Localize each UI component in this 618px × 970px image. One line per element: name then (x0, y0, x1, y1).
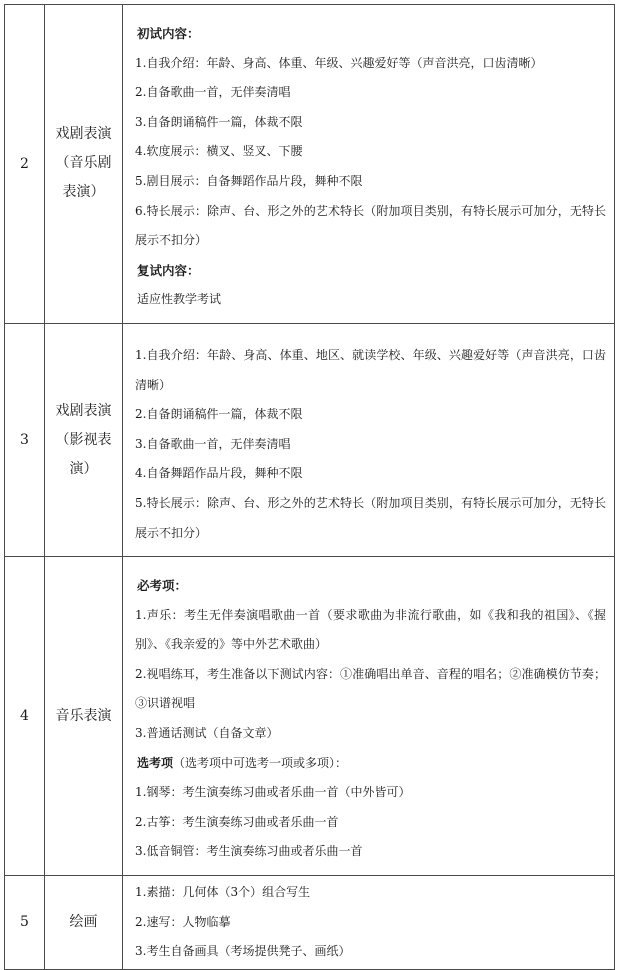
major-name-line: （影视表 (55, 431, 112, 448)
exam-content (123, 5, 615, 324)
list-item: 2.视唱练耳，考生准备以下测试内容：①准确唱出单音、音程的唱名；②准确模仿节奏；③识谱视唱 (135, 666, 606, 711)
table-row (5, 5, 615, 324)
section-heading-note: （选考项中可选考一项或多项）： (173, 755, 348, 770)
section-heading: 必考项： (137, 578, 188, 594)
list-item: 3.考生自备画具（考场提供凳子、画纸） (135, 944, 351, 959)
list-item: 2.自备朗诵稿件一篇，体裁不限 (135, 407, 303, 422)
list-item: 3.普通话测试（自备文章） (135, 726, 279, 741)
major-name-line: 音乐表演 (55, 707, 112, 724)
list-item: 3.自备朗诵稿件一篇，体裁不限 (135, 114, 303, 129)
exam-table (4, 4, 615, 970)
list-item: 5.特长展示：除声、台、形之外的艺术特长（附加项目类别，有特长展示可加分，无特长展示不扣分） (135, 495, 606, 540)
major-name (45, 557, 123, 876)
section-heading (129, 749, 606, 779)
table-row (5, 323, 615, 556)
major-name-line: 表演） (62, 184, 105, 201)
list-item: 1.自我介绍：年龄、身高、体重、地区、就读学校、年级、兴趣爱好等（声音洪亮，口齿清晰） (135, 347, 606, 392)
list-item: 3.自备歌曲一首，无伴奏清唱 (135, 436, 291, 451)
major-name-line: 绘画 (69, 913, 98, 930)
exam-content (123, 876, 615, 970)
list-item: 4.自备舞蹈作品片段，舞种不限 (135, 466, 303, 481)
row-number: 5 (5, 876, 45, 970)
list-item: 2.自备歌曲一首，无伴奏清唱 (135, 85, 291, 100)
list-item: 3.低音铜管：考生演奏练习曲或者乐曲一首 (135, 844, 363, 859)
list-item: 1.素描：几何体（3个）组合写生 (135, 885, 311, 900)
list-item: 5.剧目展示：自备舞蹈作品片段，舞种不限 (135, 173, 363, 188)
section-heading-bold: 选考项 (137, 755, 174, 770)
list-item: 1.钢琴：考生演奏练习曲或者乐曲一首（中外皆可） (135, 785, 411, 800)
list-item: 2.速写：人物临摹 (135, 914, 231, 929)
row-number: 3 (5, 323, 45, 556)
major-name (45, 323, 123, 556)
list-item: 1.自我介绍：年龄、身高、体重、年级、兴趣爱好等（声音洪亮，口齿清晰） (135, 55, 543, 70)
row-number: 4 (5, 557, 45, 876)
major-name (45, 876, 123, 970)
list-item: 2.古筝：考生演奏练习曲或者乐曲一首 (135, 814, 339, 829)
list-item: 4.软度展示：横叉、竖叉、下腰 (135, 144, 303, 159)
exam-content (123, 557, 615, 876)
major-name-line: 戏剧表演 (55, 402, 112, 419)
list-item: 6.特长展示：除声、台、形之外的艺术特长（附加项目类别，有特长展示可加分，无特长展示不扣分） (135, 203, 606, 248)
table-row (5, 876, 615, 970)
section-heading: 初试内容： (137, 26, 200, 41)
exam-content (123, 323, 615, 556)
major-name-line: 演） (69, 460, 98, 477)
major-name-line: 戏剧表演 (55, 126, 112, 143)
section-heading: 复试内容： (137, 262, 200, 278)
list-item: 适应性教学考试 (137, 292, 222, 307)
list-item: 1.声乐：考生无伴奏演唱歌曲一首（要求歌曲为非流行歌曲，如《我和我的祖国》、《握别》、《我亲爱的》等中外艺术歌曲） (135, 607, 606, 652)
major-name (45, 5, 123, 324)
row-number: 2 (5, 5, 45, 324)
table-row (5, 557, 615, 876)
major-name-line: （音乐剧 (55, 155, 112, 172)
